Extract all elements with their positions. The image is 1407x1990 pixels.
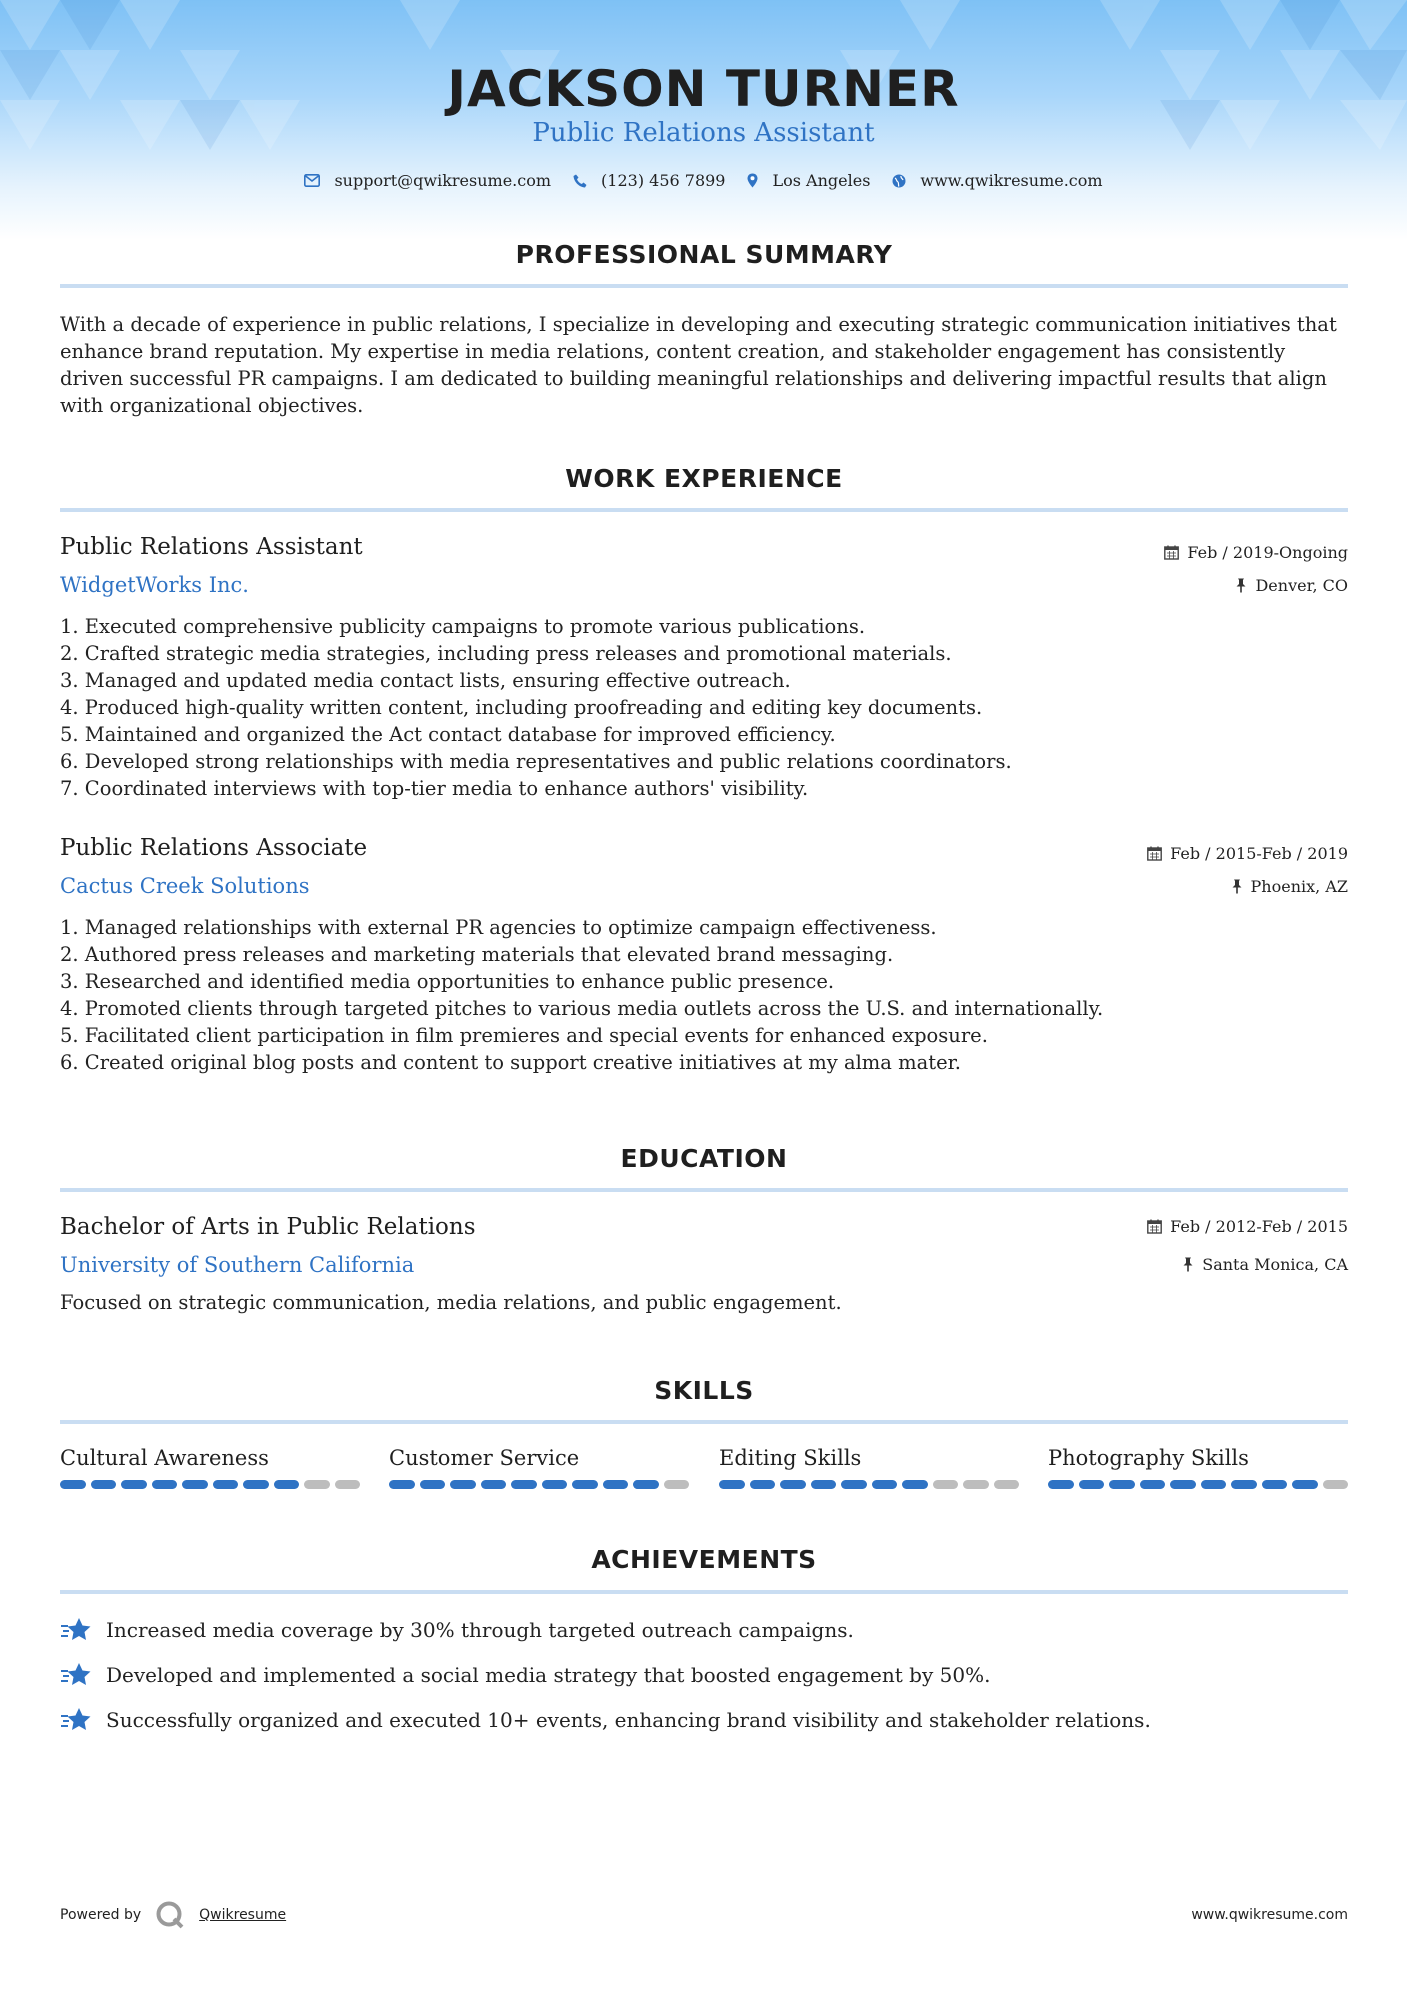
job-location xyxy=(1231,877,1348,896)
experience-heading: WORK EXPERIENCE xyxy=(565,464,843,493)
map-pin-icon xyxy=(747,173,758,188)
skill-rating-segment xyxy=(91,1480,117,1489)
job-company: Cactus Creek Solutions xyxy=(60,874,310,898)
candidate-name: JACKSON TURNER xyxy=(447,60,960,118)
summary-text: With a decade of experience in public relations, I specialize in developing and executing strategic communication initiatives that enhance brand reputation. My expertise in media relations, content creation, and stakeholder engagement has consistently driven successful PR campaigns. I am dedicated to building meaningful relationships and delivering impactful results that align with organizational objectives. xyxy=(60,313,1337,417)
calendar-icon xyxy=(1164,545,1179,560)
skill-rating-segment xyxy=(1079,1480,1105,1489)
calendar-icon xyxy=(1147,846,1162,861)
skill-rating-segment xyxy=(1292,1480,1318,1489)
achievements-divider xyxy=(60,1590,1348,1594)
skill-rating-segment xyxy=(1170,1480,1196,1489)
skill-rating-segment xyxy=(511,1480,537,1489)
skill-rating-segment xyxy=(450,1480,476,1489)
list-item: 4. Produced high-quality written content, including proofreading and editing key documents. xyxy=(60,696,983,719)
skill-rating-segment xyxy=(182,1480,208,1489)
location-text: Los Angeles xyxy=(772,171,871,190)
pushpin-icon xyxy=(1231,879,1243,894)
candidate-role: Public Relations Assistant xyxy=(532,118,875,148)
school-name: University of Southern California xyxy=(60,1253,415,1277)
list-item: 4. Promoted clients through targeted pitches to various media outlets across the U.S. and internationally. xyxy=(60,997,1104,1020)
list-item: 7. Coordinated interviews with top-tier media to enhance authors' visibility. xyxy=(60,777,809,800)
contact-email[interactable] xyxy=(304,171,551,190)
skill-rating-segment xyxy=(780,1480,806,1489)
contact-bar xyxy=(0,171,1407,190)
skill-item xyxy=(389,1446,689,1489)
list-item: 6. Created original blog posts and content to support creative initiatives at my alma mater. xyxy=(60,1051,961,1074)
phone-icon xyxy=(573,174,587,188)
skill-rating-segment xyxy=(719,1480,745,1489)
powered-by-label: Powered by xyxy=(60,1907,142,1923)
skill-rating-segment xyxy=(335,1480,361,1489)
education-divider xyxy=(60,1188,1348,1192)
qwikresume-logo-icon xyxy=(155,1900,185,1930)
job-duties xyxy=(60,914,1350,1076)
pushpin-icon xyxy=(1182,1257,1194,1272)
job-location-text: Denver, CO xyxy=(1255,576,1348,595)
skill-rating-segment xyxy=(1323,1480,1349,1489)
achievement-item xyxy=(60,1661,990,1689)
skill-rating-bar xyxy=(719,1480,1019,1489)
globe-icon xyxy=(892,174,906,188)
star-icon xyxy=(60,1706,92,1734)
list-item: 1. Executed comprehensive publicity campaigns to promote various publications. xyxy=(60,615,866,638)
achievement-text: Successfully organized and executed 10+ events, enhancing brand visibility and stakeholder relations. xyxy=(106,1708,1151,1732)
skill-rating-segment xyxy=(933,1480,959,1489)
achievement-text: Developed and implemented a social media strategy that boosted engagement by 50%. xyxy=(106,1663,991,1687)
experience-divider xyxy=(60,508,1348,512)
star-icon xyxy=(60,1616,92,1644)
skill-rating-segment xyxy=(1262,1480,1288,1489)
skill-rating-segment xyxy=(1231,1480,1257,1489)
skill-rating-segment xyxy=(750,1480,776,1489)
skill-rating-segment xyxy=(811,1480,837,1489)
skill-name: Photography Skills xyxy=(1048,1446,1249,1470)
skill-rating-segment xyxy=(872,1480,898,1489)
qwikresume-link[interactable]: Qwikresume xyxy=(199,1907,287,1923)
footer-branding xyxy=(60,1900,286,1930)
job-dates-text: Feb / 2015-Feb / 2019 xyxy=(1170,844,1348,863)
job-duties xyxy=(60,613,1350,802)
skill-rating-bar xyxy=(389,1480,689,1489)
achievements-heading: ACHIEVEMENTS xyxy=(591,1545,817,1574)
skill-rating-segment xyxy=(420,1480,446,1489)
skill-rating-segment xyxy=(633,1480,659,1489)
job-title: Public Relations Assistant xyxy=(60,534,363,560)
list-item: 6. Developed strong relationships with media representatives and public relations coordinators. xyxy=(60,750,1012,773)
pushpin-icon xyxy=(1235,578,1247,593)
contact-phone[interactable] xyxy=(573,171,725,190)
website-text: www.qwikresume.com xyxy=(920,171,1103,190)
skill-rating-bar xyxy=(60,1480,360,1489)
education-description: Focused on strategic communication, media relations, and public engagement. xyxy=(60,1291,842,1314)
achievement-text: Increased media coverage by 30% through targeted outreach campaigns. xyxy=(106,1618,854,1642)
skill-rating-bar xyxy=(1048,1480,1348,1489)
skill-name: Editing Skills xyxy=(719,1446,862,1470)
footer-website[interactable]: www.qwikresume.com xyxy=(1191,1907,1348,1923)
education-heading: EDUCATION xyxy=(620,1144,788,1173)
list-item: 5. Maintained and organized the Act contact database for improved efficiency. xyxy=(60,723,836,746)
list-item: 1. Managed relationships with external PR agencies to optimize campaign effectiveness. xyxy=(60,916,937,939)
list-item: 5. Facilitated client participation in film premieres and special events for enhanced exposure. xyxy=(60,1024,988,1047)
skill-item xyxy=(1048,1446,1348,1489)
skill-rating-segment xyxy=(481,1480,507,1489)
phone-text: (123) 456 7899 xyxy=(601,171,726,190)
skill-rating-segment xyxy=(963,1480,989,1489)
skill-rating-segment xyxy=(152,1480,178,1489)
job-location xyxy=(1235,576,1348,595)
education-location xyxy=(1182,1255,1348,1274)
skill-rating-segment xyxy=(60,1480,86,1489)
job-location-text: Phoenix, AZ xyxy=(1250,877,1348,896)
contact-location xyxy=(747,171,870,190)
skill-rating-segment xyxy=(603,1480,629,1489)
list-item: 2. Crafted strategic media strategies, including press releases and promotional materials. xyxy=(60,642,952,665)
job-dates-text: Feb / 2019-Ongoing xyxy=(1187,543,1348,562)
education-dates xyxy=(1147,1217,1348,1236)
degree-title: Bachelor of Arts in Public Relations xyxy=(60,1214,476,1240)
list-item: 2. Authored press releases and marketing materials that elevated brand messaging. xyxy=(60,943,894,966)
skills-divider xyxy=(60,1420,1348,1424)
skill-rating-segment xyxy=(274,1480,300,1489)
skill-rating-segment xyxy=(1048,1480,1074,1489)
skill-rating-segment xyxy=(1201,1480,1227,1489)
skill-rating-segment xyxy=(121,1480,147,1489)
skill-item xyxy=(60,1446,360,1489)
job-dates xyxy=(1147,844,1348,863)
skill-rating-segment xyxy=(243,1480,269,1489)
summary-heading: PROFESSIONAL SUMMARY xyxy=(515,240,893,269)
skill-rating-segment xyxy=(542,1480,568,1489)
skill-rating-segment xyxy=(213,1480,239,1489)
skill-rating-segment xyxy=(1109,1480,1135,1489)
skill-rating-segment xyxy=(902,1480,928,1489)
skill-rating-segment xyxy=(1140,1480,1166,1489)
achievement-item xyxy=(60,1616,854,1644)
skill-rating-segment xyxy=(572,1480,598,1489)
envelope-icon xyxy=(304,174,320,187)
education-dates-text: Feb / 2012-Feb / 2015 xyxy=(1170,1217,1348,1236)
email-text: support@qwikresume.com xyxy=(334,171,552,190)
skill-rating-segment xyxy=(664,1480,690,1489)
contact-website[interactable] xyxy=(892,171,1102,190)
skill-item xyxy=(719,1446,1019,1489)
star-icon xyxy=(60,1661,92,1689)
skill-rating-segment xyxy=(841,1480,867,1489)
skills-heading: SKILLS xyxy=(654,1376,754,1405)
list-item: 3. Managed and updated media contact lists, ensuring effective outreach. xyxy=(60,669,791,692)
job-title: Public Relations Associate xyxy=(60,835,368,861)
skill-name: Cultural Awareness xyxy=(60,1446,269,1470)
education-location-text: Santa Monica, CA xyxy=(1202,1255,1348,1274)
job-dates xyxy=(1164,543,1348,562)
summary-divider xyxy=(60,284,1348,288)
list-item: 3. Researched and identified media opportunities to enhance public presence. xyxy=(60,970,835,993)
skill-rating-segment xyxy=(994,1480,1020,1489)
calendar-icon xyxy=(1147,1219,1162,1234)
skill-rating-segment xyxy=(389,1480,415,1489)
job-company: WidgetWorks Inc. xyxy=(60,573,249,597)
achievement-item xyxy=(60,1706,1151,1734)
skill-rating-segment xyxy=(304,1480,330,1489)
skill-name: Customer Service xyxy=(389,1446,580,1470)
